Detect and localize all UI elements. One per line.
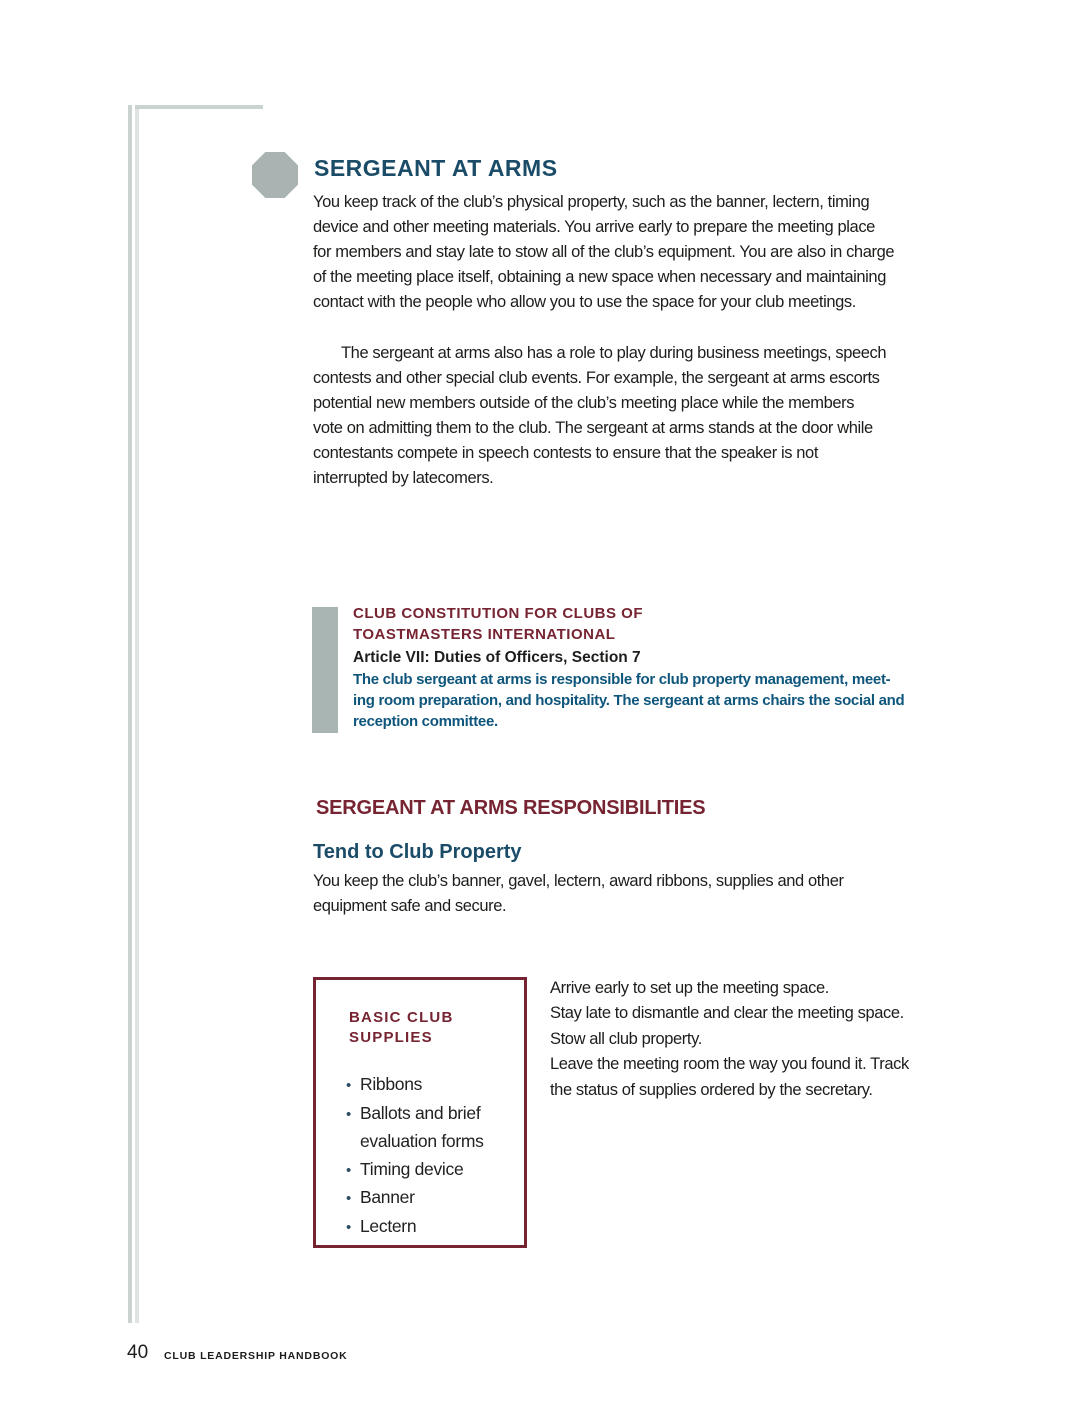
callout-body	[353, 669, 953, 732]
supplies-list	[346, 1071, 484, 1241]
responsibilities-paragraph	[313, 869, 844, 919]
callout-title-line: TOASTMASTERS INTERNATIONAL	[353, 626, 616, 643]
responsibilities-heading: SERGEANT AT ARMS RESPONSIBILITIES	[316, 797, 706, 819]
bullet-icon	[346, 1071, 360, 1100]
callout-body-line: reception committee.	[353, 713, 498, 730]
task-line: the status of supplies ordered by the secretary.	[550, 1080, 873, 1099]
callout-subtitle: Article VII: Duties of Officers, Section 7	[353, 649, 641, 666]
list-item-text: Ribbons	[360, 1074, 423, 1094]
bullet-icon	[346, 1156, 360, 1185]
paragraph-line: contestants compete in speech contests to ensure that the speaker is not	[313, 444, 819, 462]
list-item	[346, 1156, 484, 1185]
paragraph-line: for members and stay late to stow all of the club’s equipment. You are also in charge	[313, 243, 895, 261]
constitution-callout	[353, 603, 953, 732]
paragraph-line: You keep the club’s banner, gavel, lectern, award ribbons, supplies and other	[313, 872, 844, 890]
paragraph-line: You keep track of the club’s physical property, such as the banner, lectern, timing	[313, 193, 870, 211]
supplies-box-title-line: SUPPLIES	[349, 1029, 433, 1046]
paragraph-line: of the meeting place itself, obtaining a new space when necessary and maintaining	[313, 268, 886, 286]
callout-title-line: CLUB CONSTITUTION FOR CLUBS OF	[353, 605, 643, 622]
paragraph-line: interrupted by latecomers.	[313, 469, 494, 487]
paragraph-line: vote on admitting them to the club. The sergeant at arms stands at the door while	[313, 419, 873, 437]
callout-body-line: ing room preparation, and hospitality. The sergeant at arms chairs the social and	[353, 692, 905, 709]
paragraph-line: contests and other special club events. For example, the sergeant at arms escorts	[313, 369, 880, 387]
list-item-wrap-line	[346, 1128, 484, 1156]
handbook-title: CLUB LEADERSHIP HANDBOOK	[164, 1350, 348, 1362]
tend-to-club-property-heading: Tend to Club Property	[313, 841, 522, 863]
task-line: Stay late to dismantle and clear the meeting space.	[550, 1004, 904, 1023]
bullet-icon	[346, 1100, 360, 1129]
task-line: Stow all club property.	[550, 1029, 702, 1048]
task-line: Leave the meeting room the way you found it. Track	[550, 1055, 909, 1074]
octagon-icon	[252, 152, 298, 198]
list-item-text: Ballots and brief	[360, 1102, 481, 1123]
left-margin-rule-outer	[128, 105, 132, 1323]
paragraph-line: equipment safe and secure.	[313, 897, 507, 915]
callout-body-line: The club sergeant at arms is responsible for club property management, meet-	[353, 671, 891, 688]
basic-club-supplies-box	[313, 977, 527, 1248]
task-line: Arrive early to set up the meeting space.	[550, 979, 829, 997]
list-item-text: Banner	[360, 1187, 415, 1207]
page-title: SERGEANT AT ARMS	[314, 155, 558, 181]
list-item-text: Lectern	[360, 1215, 417, 1236]
list-item-text: Timing device	[360, 1158, 464, 1179]
bullet-icon	[346, 1213, 360, 1242]
paragraph-line: device and other meeting materials. You arrive early to prepare the meeting place	[313, 218, 875, 236]
left-margin-rule-inner	[135, 105, 139, 1323]
paragraph-line: The sergeant at arms also has a role to play during business meetings, speech	[341, 344, 887, 362]
list-item-text: evaluation forms	[360, 1131, 484, 1151]
bullet-spacer	[346, 1128, 360, 1156]
top-margin-rule	[135, 105, 263, 109]
role-paragraph	[313, 341, 886, 491]
supplies-box-title	[349, 1008, 454, 1048]
task-list	[550, 976, 909, 1103]
list-item	[346, 1184, 484, 1213]
intro-paragraph	[313, 190, 894, 315]
supplies-box-title-line: BASIC CLUB	[349, 1009, 454, 1026]
paragraph-line: potential new members outside of the club’s meeting place while the members	[313, 394, 855, 412]
paragraph-line: contact with the people who allow you to use the space for your club meetings.	[313, 293, 856, 311]
callout-side-bar	[312, 607, 338, 733]
list-item	[346, 1213, 484, 1242]
callout-title	[353, 603, 953, 645]
bullet-icon	[346, 1184, 360, 1213]
list-item	[346, 1071, 484, 1100]
page-number: 40	[127, 1342, 149, 1363]
list-item	[346, 1100, 484, 1129]
